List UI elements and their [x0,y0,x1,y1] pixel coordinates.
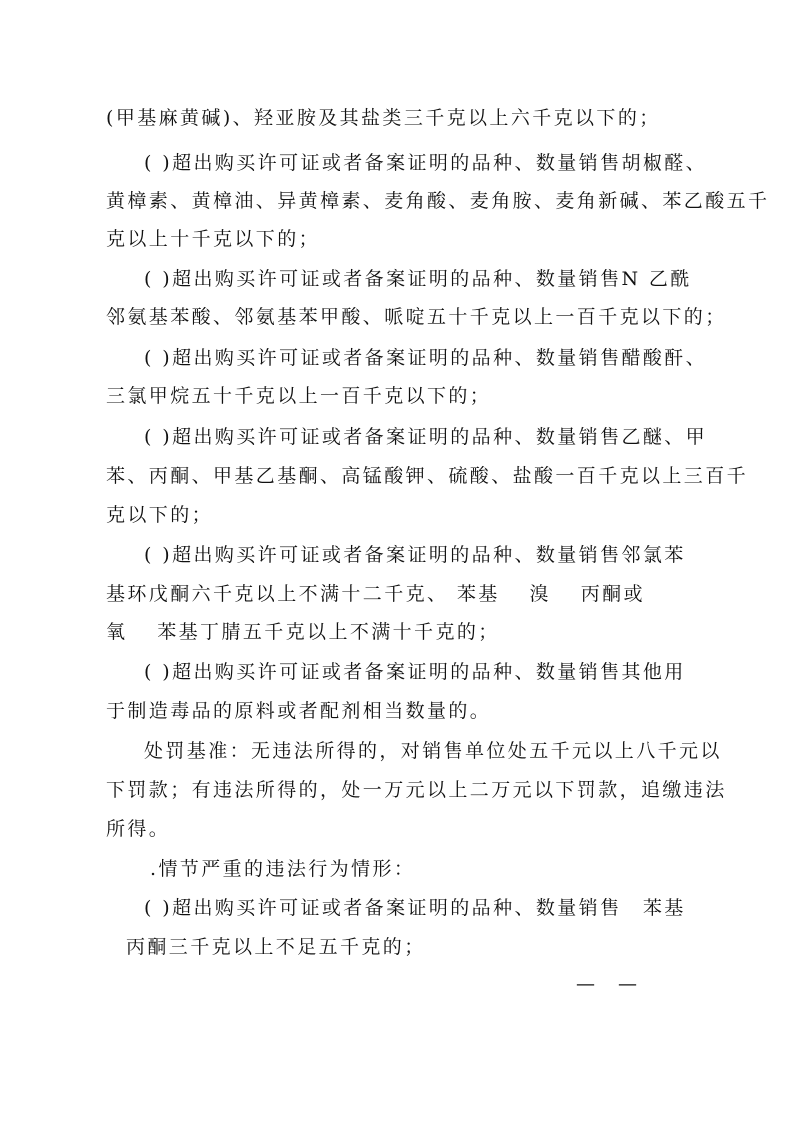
text-line: 基环戊酮六千克以上不满十二千克、 苯基 溴 丙酮或 [106,583,645,605]
text-line: 克以下的； [106,504,214,526]
text-line: 氧 苯基丁腈五千克以上不满十千克的； [106,621,500,643]
text-line: 邻氨基苯酸、邻氨基苯甲酸、哌啶五十千克以上一百千克以下的； [106,306,727,328]
text-line: ( )超出购买许可证或者备案证明的品种、数量销售其他用 [144,661,686,683]
text-line: 所得。 [106,818,171,840]
text-line: 三氯甲烷五十千克以上一百千克以下的； [106,385,492,407]
text-line: 下罚款；有违法所得的，处一万元以上二万元以下罚款，追缴违法 [106,779,727,801]
page-number: — — [576,973,640,995]
text-line: ( )超出购买许可证或者备案证明的品种、数量销售N 乙酰 [144,268,692,290]
text-line: ( )超出购买许可证或者备案证明的品种、数量销售邻氯苯 [144,544,686,566]
text-line: ( )超出购买许可证或者备案证明的品种、数量销售 苯基 [144,897,686,919]
text-line: ( )超出购买许可证或者备案证明的品种、数量销售乙醚、甲 [144,426,708,448]
text-line: (甲基麻黄碱)、羟亚胺及其盐类三千克以上六千克以下的； [106,107,661,129]
text-line: ( )超出购买许可证或者备案证明的品种、数量销售醋酸酐、 [144,347,708,369]
text-line: .情节严重的违法行为情形： [150,858,416,880]
text-line: 处罚基准：无违法所得的，对销售单位处五千元以上八千元以 [144,740,722,762]
text-line: 苯、丙酮、甲基乙基酮、高锰酸钾、硫酸、盐酸一百千克以上三百千 [106,465,749,487]
text-line: 丙酮三千克以上不足五千克的； [126,936,426,958]
text-line: 于制造毒品的原料或者配剂相当数量的。 [106,700,492,722]
text-line: 黄樟素、黄樟油、异黄樟素、麦角酸、麦角胺、麦角新碱、苯乙酸五千 [106,190,770,212]
text-line: ( )超出购买许可证或者备案证明的品种、数量销售胡椒醛、 [144,152,708,174]
text-line: 克以上十千克以下的； [106,228,321,250]
